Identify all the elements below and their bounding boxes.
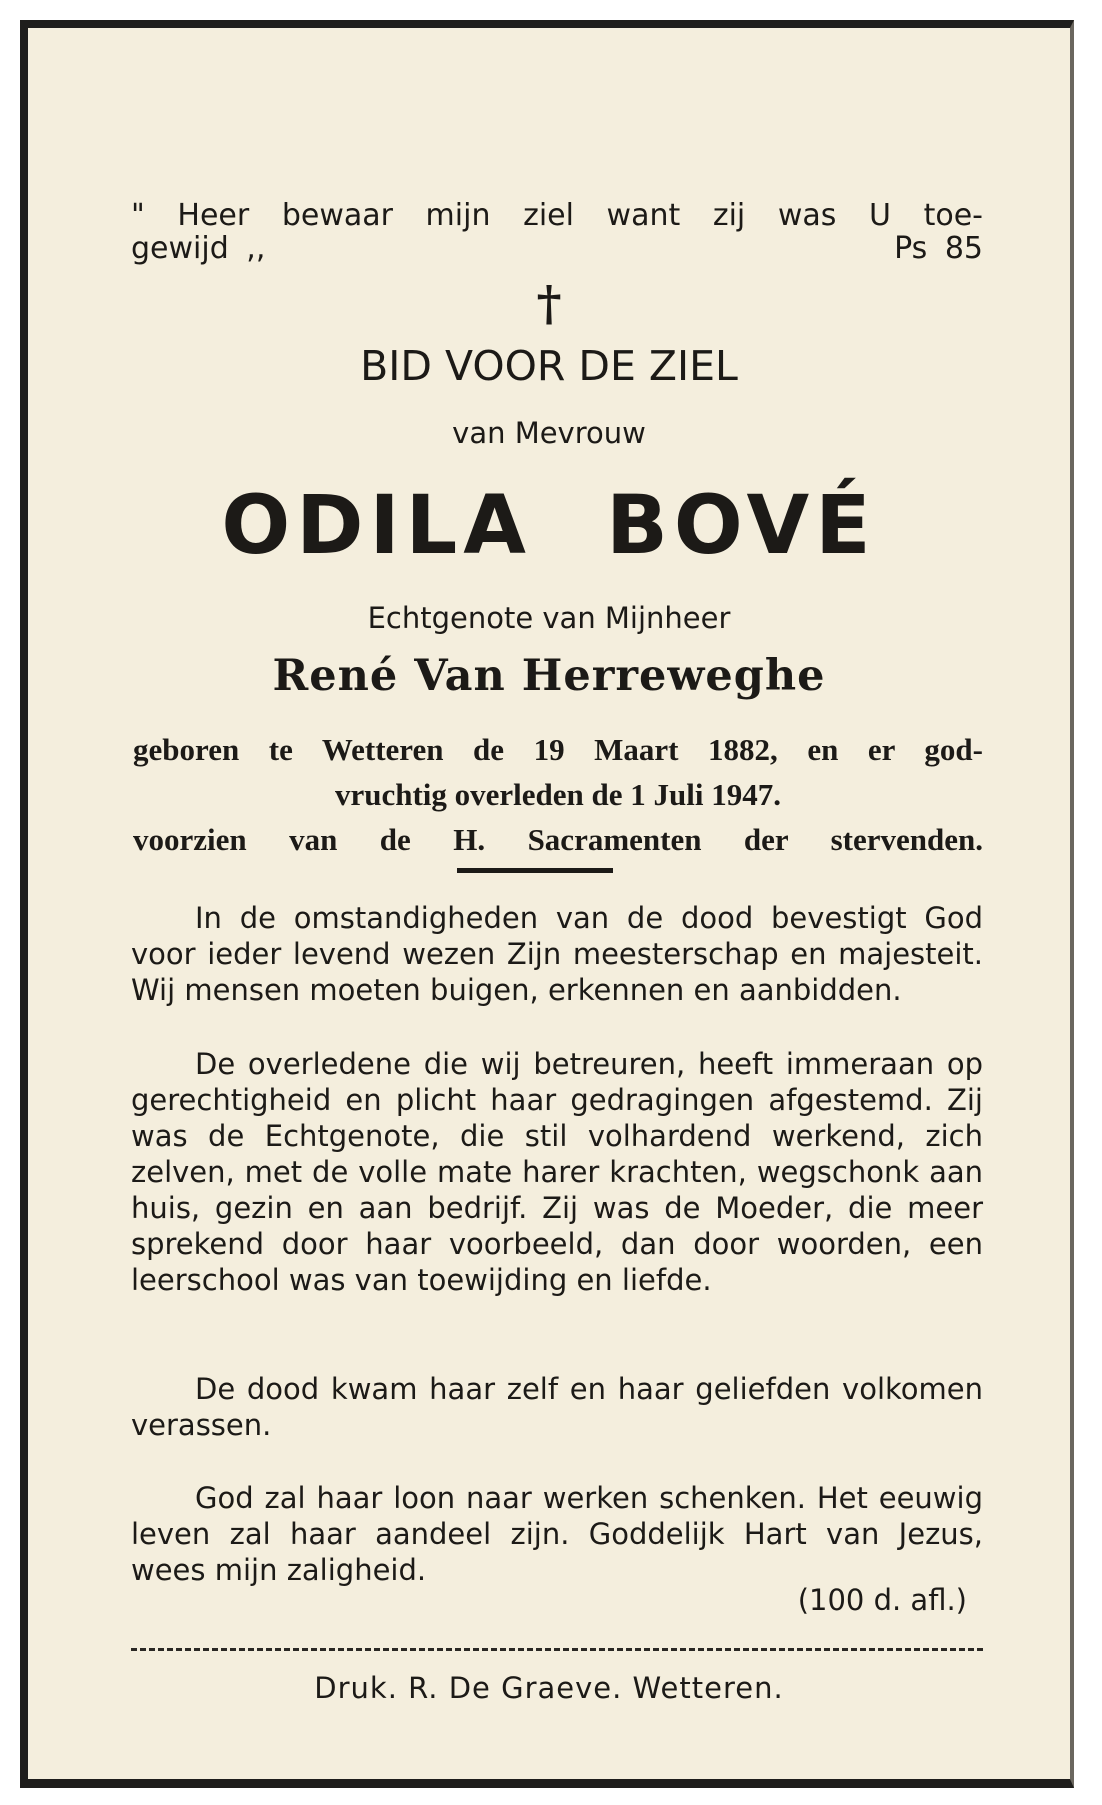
deceased-name: ODILA BOVÉ xyxy=(221,479,877,573)
spouse-name: René Van Herreweghe xyxy=(272,651,826,701)
card-content xyxy=(28,28,1070,1779)
verse-line-2: gewijd ,, xyxy=(131,231,266,266)
paragraph-2: De overledene die wij betreuren, heeft immeraan op gerechtigheid en plicht haar gedragingen afgestemd. Zij was de Echtgenote, die stil volhardend werkend, zich zelven, met de volle mate harer krachten, wegschonk aan huis, gezin en aan bedrijf. Zij was de Moeder, die meer sprekend door haar voorbeeld, dan door woorden, een leerschool was van toewijding en liefde. xyxy=(131,1047,983,1297)
dotted-divider xyxy=(131,1648,983,1651)
printer-credit: Druk. R. De Graeve. Wetteren. xyxy=(314,1671,784,1705)
biography-line-1: geboren te Wetteren de 19 Maart 1882, en er god- xyxy=(133,732,983,767)
verse-line-1: " Heer bewaar mijn ziel want zij was U toe- xyxy=(131,198,983,233)
heading: BID VOOR DE ZIEL xyxy=(360,342,738,390)
paragraph-3: De dood kwam haar zelf en haar geliefden volkomen verassen. xyxy=(131,1372,983,1442)
separator-rule xyxy=(457,868,613,873)
biography-line-2: vruchtig overleden de 1 Juli 1947. xyxy=(334,777,782,812)
verse-reference: Ps 85 xyxy=(894,231,983,266)
title-line: van Mevrouw xyxy=(452,416,646,450)
spouse-intro: Echtgenote van Mijnheer xyxy=(367,601,731,635)
indulgence-note: (100 d. afl.) xyxy=(797,1583,967,1617)
verse-line-2-row xyxy=(131,229,983,269)
biography-line-3: voorzien van de H. Sacramenten der stervenden. xyxy=(133,822,983,857)
memorial-card xyxy=(20,20,1074,1788)
paragraph-1: In de omstandigheden van de dood bevestigt God voor ieder levend wezen Zijn meesterschap en majesteit. Wij mensen moeten buigen, erkennen en aanbidden. xyxy=(131,901,983,1007)
cross-icon: † xyxy=(536,276,562,332)
paragraph-4: God zal haar loon naar werken schenken. Het eeuwig leven zal haar aandeel zijn. Goddelijk Hart van Jezus, wees mijn zaligheid. xyxy=(131,1481,983,1587)
